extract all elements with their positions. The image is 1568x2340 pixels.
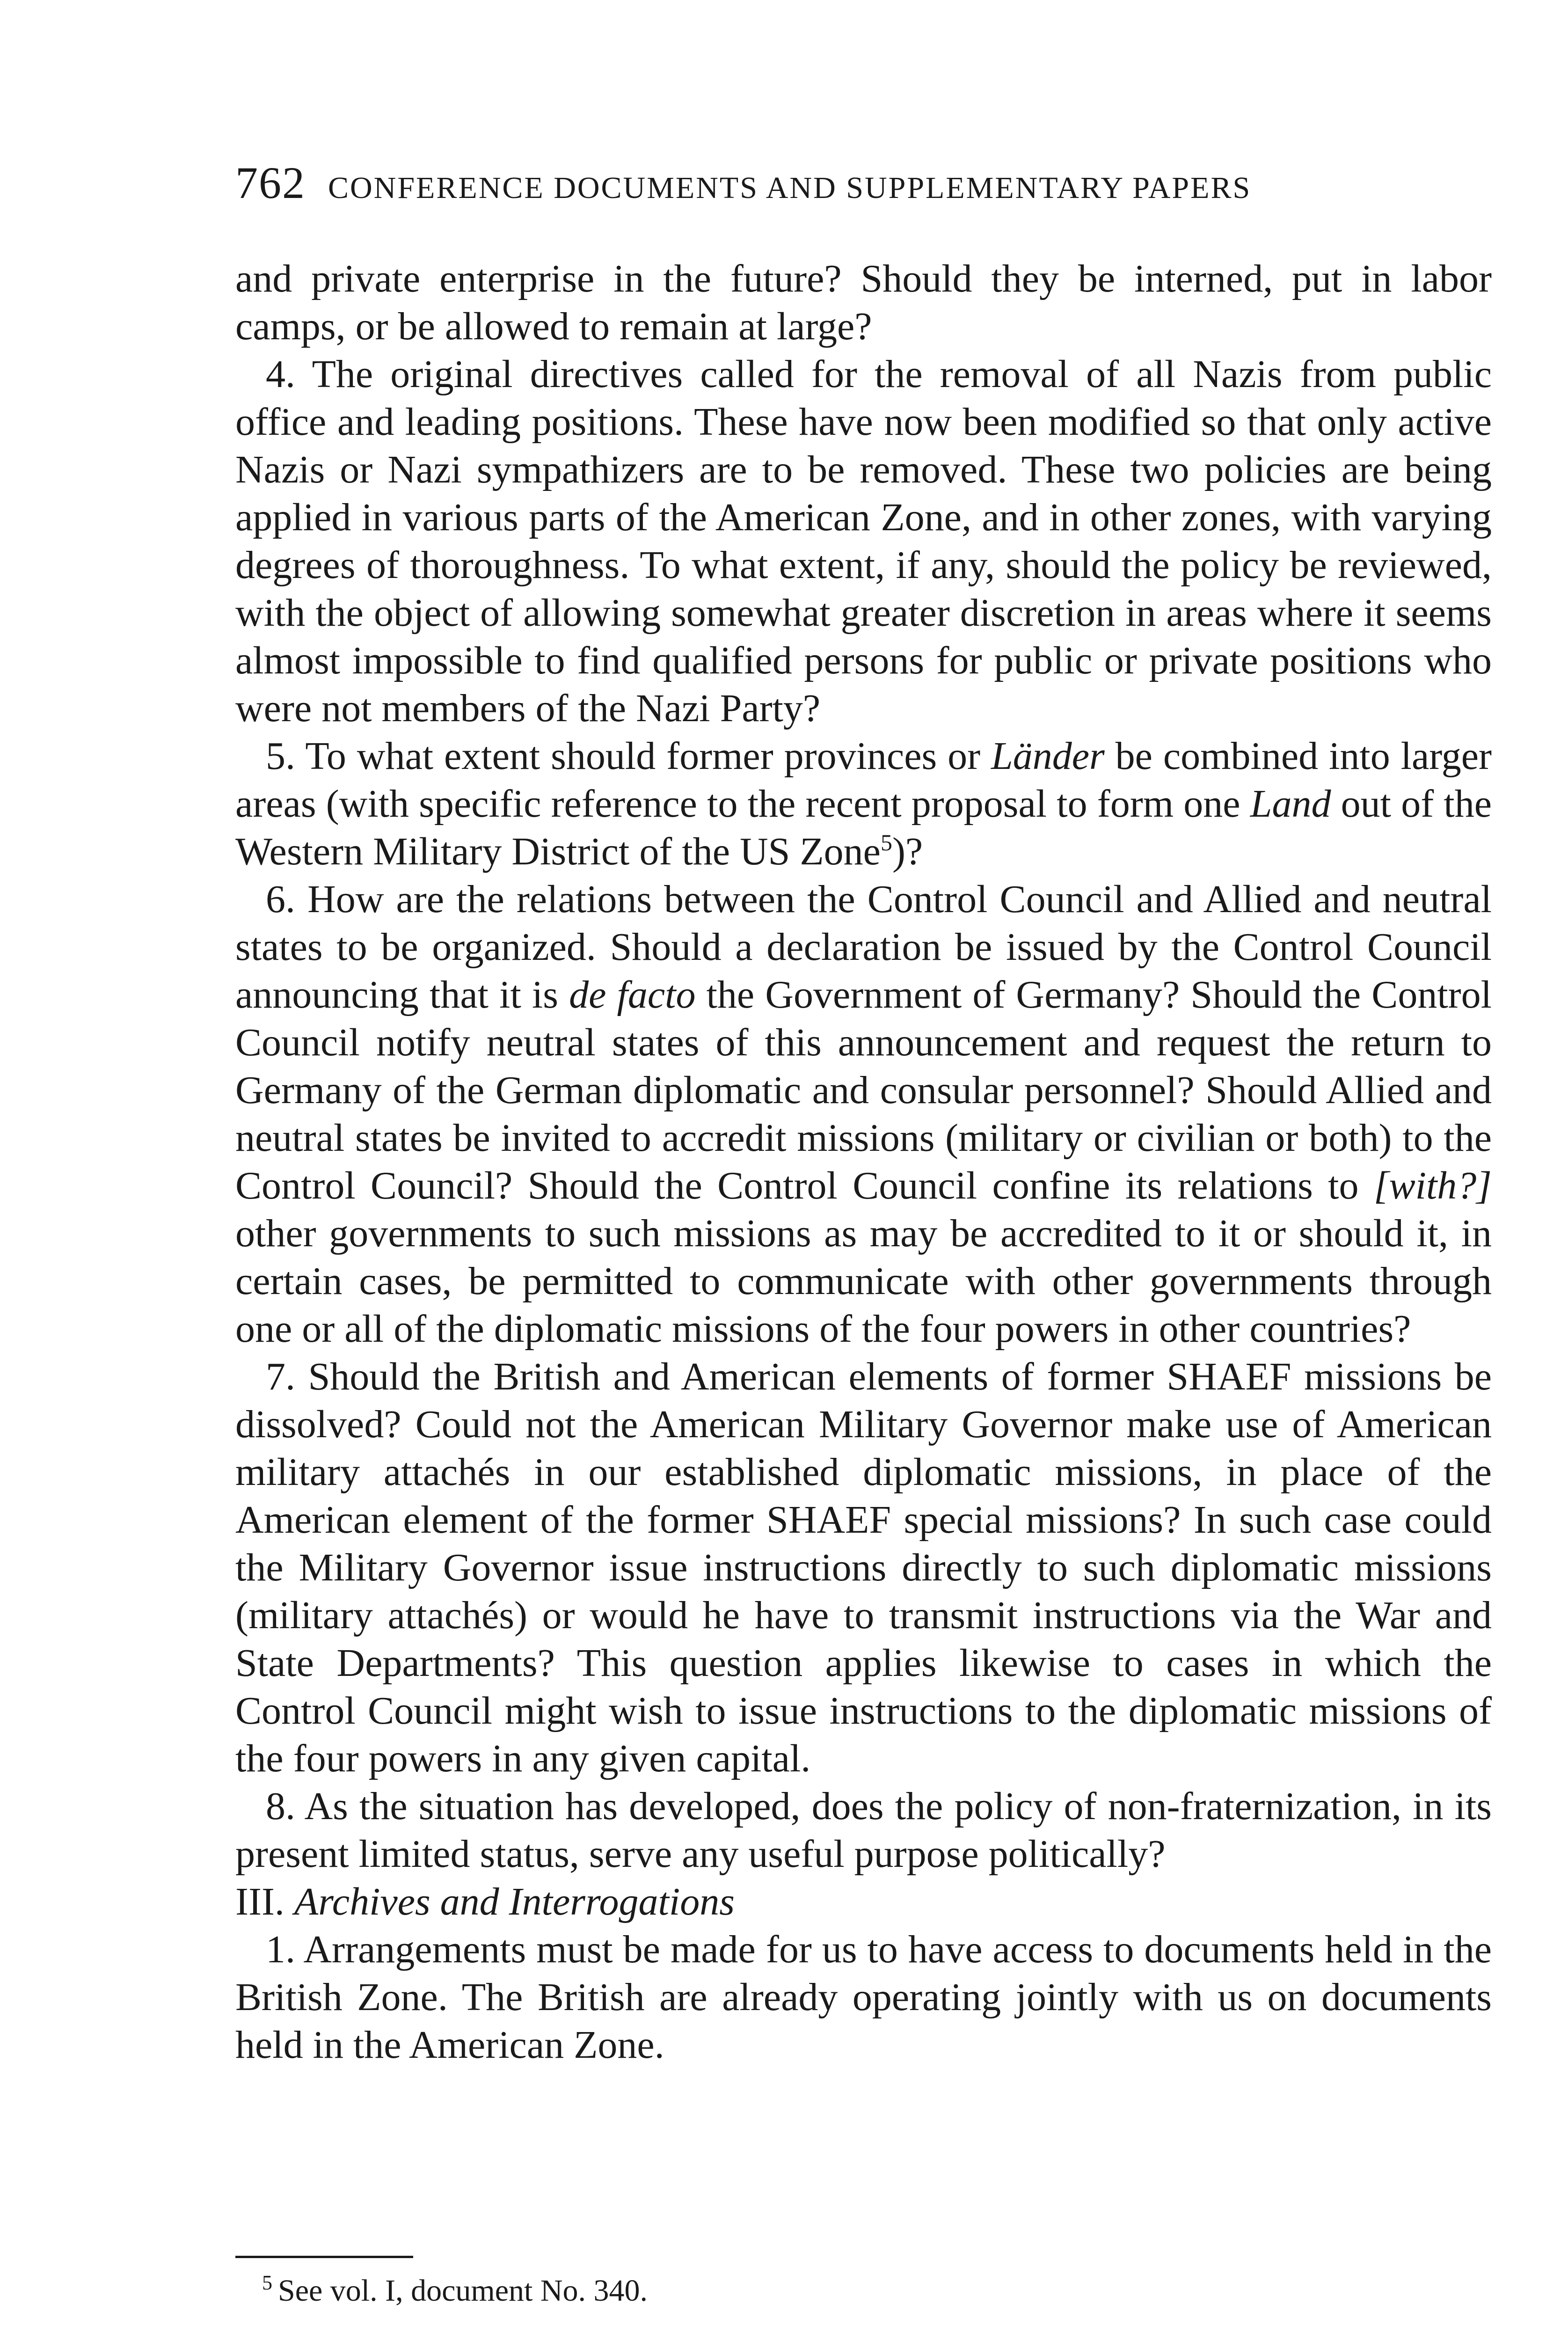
- body-text: [235, 255, 1492, 2069]
- footnote: [262, 2272, 1479, 2310]
- paragraph-5-text-c: be combined into larger areas (with specific reference to the recent proposal to form one: [235, 734, 1492, 826]
- paragraph-4: 4. The original directives called for the removal of all Nazis from public office and leading positions. These have now been modified so that only active Nazis or Nazi sympathizers are to be removed. These two policies are being applied in various parts of the American Zone, and in other zones, with varying degrees of thoroughness. To what extent, if any, should the policy be reviewed, with the object of allowing somewhat greater discretion in areas where it seems almost impossible to find qualified persons for public or private positions who were not members of the Nazi Party?: [235, 352, 1492, 730]
- footnote-text: See vol. I, document No. 340.: [278, 2274, 648, 2308]
- running-head: CONFERENCE DOCUMENTS AND SUPPLEMENTARY PAPERS: [328, 171, 1252, 205]
- term-lander: Länder: [991, 734, 1105, 778]
- paragraph-6-text-e: other governments to such missions as may be accredited to it or should it, in certain cases, be permitted to communicate with other governments through one or all of the diplomatic missions of the four powers in other countries?: [235, 1212, 1492, 1351]
- section-heading: [235, 1878, 1492, 1926]
- footnote-divider: [235, 2256, 413, 2258]
- paragraph-6-text-c: the Government of Germany? Should the Control Council notify neutral states of this announcement and request the return to Germany of the German diplomatic and consular personnel? Should Allied and neutral states be invited to accredit missions (military or civilian or both) to the Control Council? Should the Control Council confine its relations to: [235, 973, 1492, 1207]
- paragraph-8: 8. As the situation has developed, does the policy of non-fraternization, in its present limited status, serve any useful purpose politically?: [235, 1784, 1492, 1876]
- paragraph-7: 7. Should the British and American elements of former SHAEF missions be dissolved? Could not the American Military Governor make use of American military attachés in our established diplomatic missions, in place of the American element of the former SHAEF special missions? In such case could the Military Governor issue instructions directly to such diplomatic missions (military attachés) or would he have to transmit instructions via the War and State Departments? This question applies likewise to cases in which the Control Council might wish to issue instructions to the diplomatic missions of the four powers in any given capital.: [235, 1355, 1492, 1780]
- term-de-facto: de facto: [569, 973, 696, 1016]
- term-land: Land: [1250, 782, 1331, 826]
- paragraph-6-text-a: 6. How are the relations between the Control Council and Allied and neutral states to be organized. Should a declaration be issued by the Control Council announcing that it is: [235, 878, 1492, 1016]
- paragraph-5-text-e: out of the Western Military District of the US Zone: [235, 782, 1492, 873]
- paragraph-iii-1: 1. Arrangements must be made for us to have access to documents held in the British Zone. The British are already operating jointly with us on documents held in the American Zone.: [235, 1928, 1492, 2067]
- footnote-reference[interactable]: 5: [880, 829, 892, 856]
- paragraph-5-text-f: )?: [892, 830, 923, 873]
- paragraph-continued: and private enterprise in the future? Should they be interned, put in labor camps, or be allowed to remain at large?: [235, 257, 1492, 348]
- paragraph-6: [235, 876, 1492, 1353]
- section-title: Archives and Interrogations: [294, 1880, 735, 1923]
- page-header: [235, 157, 1492, 213]
- editorial-note: [with?]: [1373, 1164, 1492, 1207]
- paragraph-5-text-a: 5. To what extent should former provinces or: [266, 734, 992, 778]
- page-number: 762: [235, 158, 306, 208]
- footnote-marker: 5: [262, 2271, 272, 2294]
- section-numeral: III.: [235, 1880, 294, 1923]
- paragraph-5: [235, 732, 1492, 876]
